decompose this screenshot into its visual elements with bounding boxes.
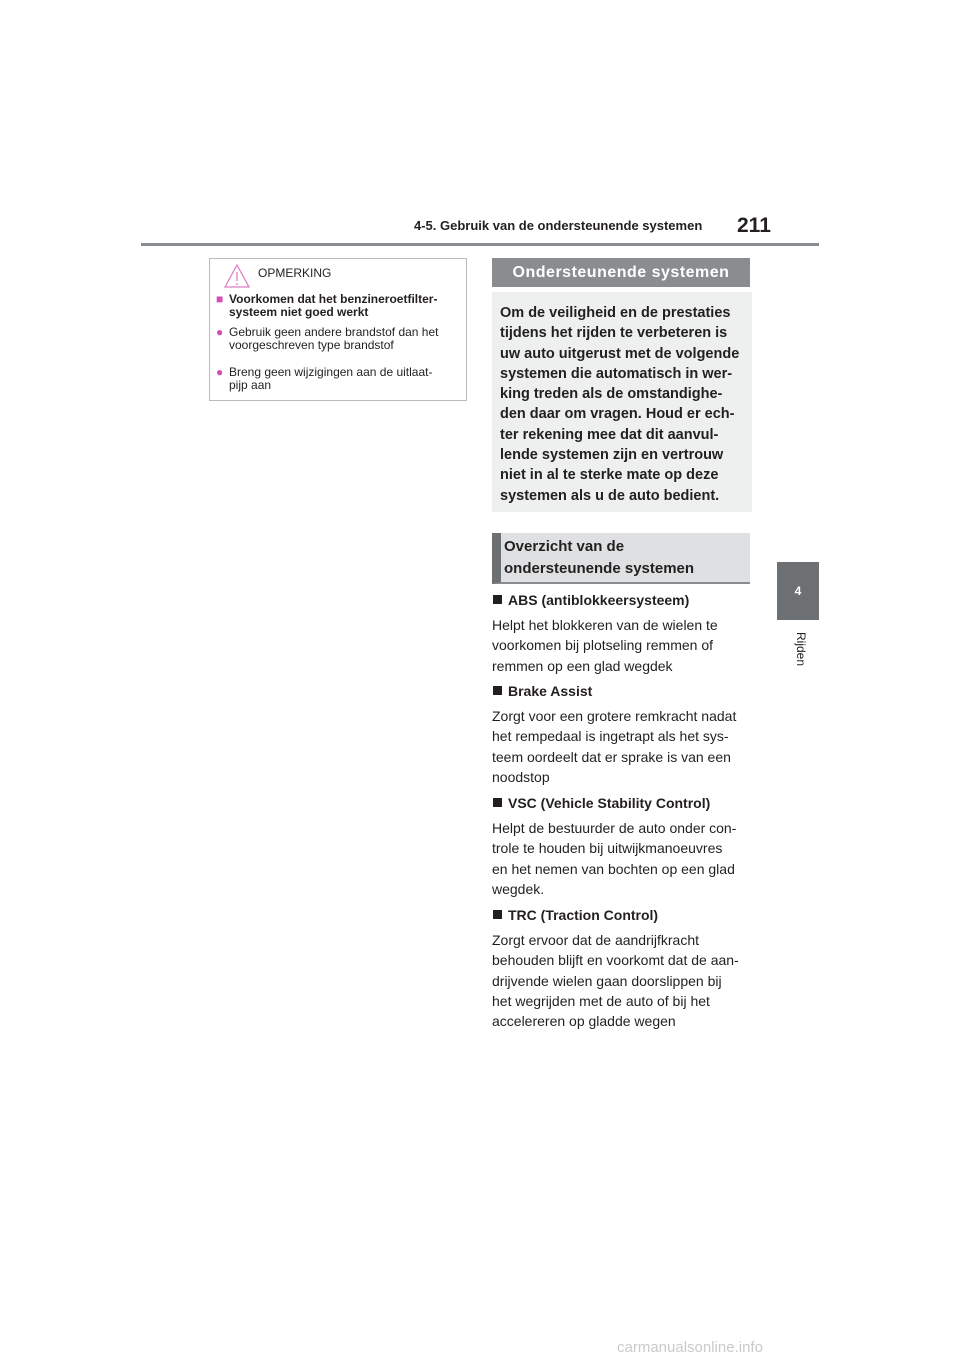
feature-title-text: VSC (Vehicle Stability Control): [508, 795, 711, 811]
square-bullet-icon: [493, 686, 502, 695]
notice-item-text: Gebruik geen andere brandstof dan het voorgeschreven type brandstof: [229, 325, 439, 352]
feature-description: Helpt de bestuurder de auto onder con- trole te houden bij uitwijkmanoeuvres en het nemen van bochten op een glad wegdek.: [492, 820, 737, 897]
header-rule: [141, 243, 819, 246]
feature-description: Zorgt ervoor dat de aandrijfkracht behouden blijft en voorkomt dat de aan- drijvende wielen gaan doorslippen bij het wegrijden met de auto of bij het accelereren op gladde wegen: [492, 932, 739, 1030]
square-bullet-icon: [493, 910, 502, 919]
dot-bullet-icon: ●: [216, 325, 224, 339]
notice-item: [216, 326, 460, 352]
overview-subheading: Overzicht van de ondersteunende systemen: [492, 533, 750, 584]
warning-triangle-icon: [224, 264, 250, 288]
feature-title: [492, 907, 752, 923]
page-number: 211: [737, 214, 771, 237]
chapter-label: Rijden: [794, 632, 808, 667]
notice-item-text: Breng geen wijzigingen aan de uitlaat- pijp aan: [229, 365, 433, 392]
feature-title-text: TRC (Traction Control): [508, 907, 659, 923]
notice-item-text: Voorkomen dat het benzineroetfilter- systeem niet goed werkt: [229, 292, 438, 319]
notice-item: [216, 293, 460, 319]
square-bullet-icon: [493, 798, 502, 807]
notice-box: [209, 258, 467, 401]
page-header-title: 4-5. Gebruik van de ondersteunende systemen: [414, 218, 703, 233]
feature-title-text: Brake Assist: [508, 683, 593, 699]
watermark: carmanualsonline.info: [617, 1339, 763, 1356]
feature-title-text: ABS (antiblokkeersysteem): [508, 592, 690, 608]
feature-description: Zorgt voor een grotere remkracht nadat het rempedaal is ingetrapt als het sys- teem oordeelt dat er sprake is van een noodstop: [492, 708, 737, 785]
feature-title: [492, 795, 752, 811]
square-bullet-icon: ■: [216, 292, 224, 306]
feature-title: [492, 592, 752, 608]
feature-title: [492, 683, 752, 699]
dot-bullet-icon: ●: [216, 365, 224, 379]
feature-description: Helpt het blokkeren van de wielen te voorkomen bij plotseling remmen of remmen op een glad wegdek: [492, 617, 718, 674]
chapter-tab: 4: [777, 562, 819, 620]
square-bullet-icon: [493, 595, 502, 604]
section-banner: Ondersteunende systemen: [492, 258, 750, 287]
notice-item: [216, 366, 460, 392]
notice-heading: OPMERKING: [258, 266, 332, 280]
intro-box: Om de veiligheid en de prestaties tijdens het rijden te verbeteren is uw auto uitgerust met de volgende systemen die automatisch in wer- king treden als de omstandighe- den daar om vragen. Houd er ech- ter rekening mee dat dit aanvul- lende systemen zijn en vertrouw niet in al te sterke mate op deze systemen als u de auto bedient.: [492, 292, 752, 512]
